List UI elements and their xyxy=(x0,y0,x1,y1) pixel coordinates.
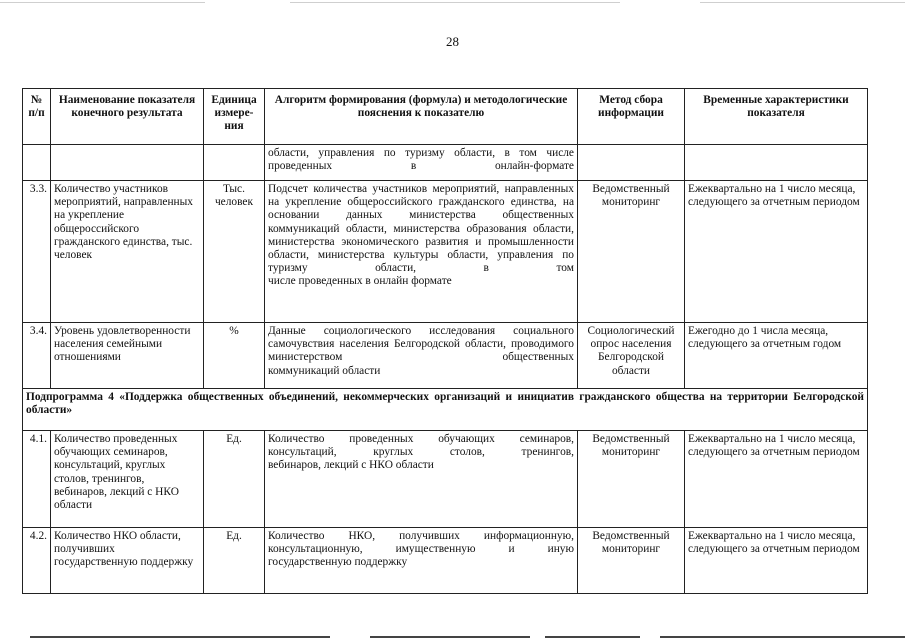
algorithm-text-last: вебинаров, лекций с НКО области xyxy=(268,459,434,472)
cell-algorithm xyxy=(265,323,578,389)
algorithm-text: Количество НКО, получивших информационную, консультационную, имущественную и иную xyxy=(268,530,574,556)
bottom-scan-rule xyxy=(30,636,330,638)
cell-num: 4.1. xyxy=(23,431,51,528)
cell-method: Ведомственный мониторинг xyxy=(578,181,685,323)
algorithm-text: Подсчет количества участников мероприятий, направленных на укрепление общероссийского гражданского единства, на основании данных министерства общественных коммуникаций области, министерства образования области, министерства экономического развития и промышленности области, министерства культуры области, управления по туризму области, в том xyxy=(268,183,574,275)
cell-name: Количество проведенных обучающих семинаров, консультаций, круглых столов, тренингов, вебинаров, лекций с НКО области xyxy=(51,431,204,528)
cell-unit: Ед. xyxy=(204,528,265,594)
cell-num: 4.2. xyxy=(23,528,51,594)
top-scan-rule xyxy=(0,2,205,3)
cell-num: 3.3. xyxy=(23,181,51,323)
cell-time: Ежегодно до 1 числа месяца, следующего за отчетным годом xyxy=(685,323,868,389)
top-scan-rule xyxy=(290,2,620,3)
table-row xyxy=(23,528,868,594)
cell-method: Ведомственный мониторинг xyxy=(578,431,685,528)
cell-name: Уровень удовлетворенности населения семейными отношениями xyxy=(51,323,204,389)
cell-algorithm xyxy=(265,181,578,323)
cell-time: Ежеквартально на 1 число месяца, следующего за отчетным периодом xyxy=(685,431,868,528)
algorithm-text-last: коммуникаций области xyxy=(268,364,381,377)
cell-time: Ежеквартально на 1 число месяца, следующего за отчетным периодом xyxy=(685,528,868,594)
cell-unit: % xyxy=(204,323,265,389)
cell-name: Количество НКО области, получивших государственную поддержку xyxy=(51,528,204,594)
bottom-scan-rule xyxy=(660,636,905,638)
algorithm-text-last: числе проведенных в онлайн формате xyxy=(268,275,452,288)
header-num: № п/п xyxy=(23,89,51,145)
header-method: Метод сбора информации xyxy=(578,89,685,145)
cell-algorithm xyxy=(265,431,578,528)
cell-name: Количество участников мероприятий, направленных на укрепление общероссийского гражданского единства, тыс. человек xyxy=(51,181,204,323)
cell-algorithm: области, управления по туризму области, в том числе проведенных в онлайн-формате xyxy=(265,145,578,181)
algorithm-text: Данные социологического исследования социального самочувствия населения Белгородской области, проводимого министерством общественных xyxy=(268,325,574,364)
table-header-row xyxy=(23,89,868,145)
header-name: Наименование показателя конечного результата xyxy=(51,89,204,145)
page-number: 28 xyxy=(446,34,459,49)
cell-algorithm xyxy=(265,528,578,594)
top-scan-rule xyxy=(700,2,905,3)
indicators-table xyxy=(22,88,868,594)
section-title: Подпрограмма 4 «Поддержка общественных объединений, некоммерческих организаций и инициатив гражданского общества на территории Белгородской области» xyxy=(23,389,868,431)
header-unit: Единица измере-ния xyxy=(204,89,265,145)
table-row xyxy=(23,323,868,389)
table-row xyxy=(23,181,868,323)
bottom-scan-rule xyxy=(545,636,640,638)
header-algorithm: Алгоритм формирования (формула) и методологические пояснения к показателю xyxy=(265,89,578,145)
algorithm-text: Количество проведенных обучающих семинаров, консультаций, круглых столов, тренингов, xyxy=(268,433,574,459)
table-row xyxy=(23,431,868,528)
cell-num: 3.4. xyxy=(23,323,51,389)
header-time: Временные характеристики показателя xyxy=(685,89,868,145)
table-row-continuation xyxy=(23,145,868,181)
cell-unit: Ед. xyxy=(204,431,265,528)
cell-unit: Тыс. человек xyxy=(204,181,265,323)
section-row xyxy=(23,389,868,431)
algorithm-text-last: государственную поддержку xyxy=(268,556,408,569)
bottom-scan-rule xyxy=(370,636,530,638)
cell-method: Ведомственный мониторинг xyxy=(578,528,685,594)
cell-method: Социологический опрос населения Белгородской области xyxy=(578,323,685,389)
cell-time: Ежеквартально на 1 число месяца, следующего за отчетным периодом xyxy=(685,181,868,323)
